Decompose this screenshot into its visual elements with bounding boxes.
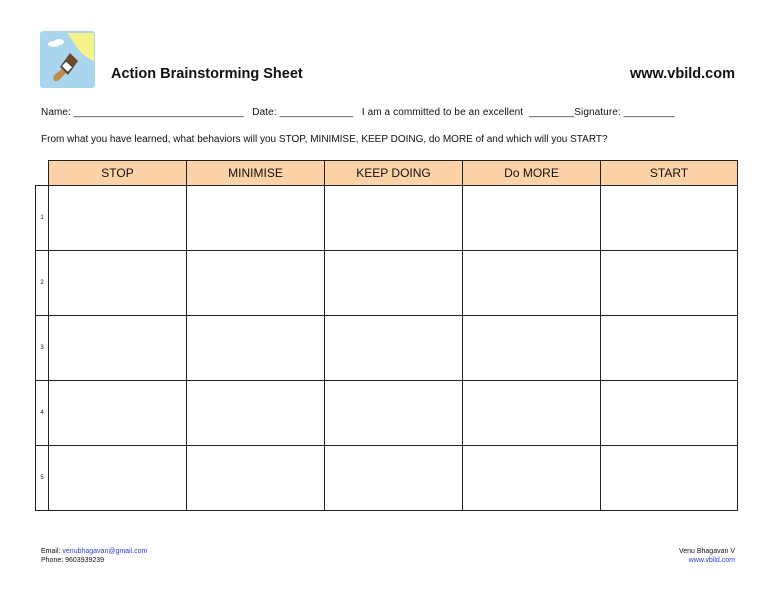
table-cell[interactable]: [463, 251, 601, 316]
table-cell[interactable]: [187, 251, 325, 316]
table-header-row: [36, 161, 738, 186]
email-label: Email:: [41, 548, 63, 555]
table-row: [36, 316, 738, 381]
table-cell[interactable]: [49, 381, 187, 446]
table-row: [36, 381, 738, 446]
table-cell[interactable]: [463, 186, 601, 251]
table-cell[interactable]: [463, 446, 601, 511]
table-cell[interactable]: [49, 251, 187, 316]
table-cell[interactable]: [187, 446, 325, 511]
table-cell[interactable]: [325, 381, 463, 446]
table-cell[interactable]: [325, 251, 463, 316]
phone-text: Phone: 9603939239: [41, 557, 105, 564]
table-cell[interactable]: [601, 186, 738, 251]
instruction-question: From what you have learned, what behaviors will you STOP, MINIMISE, KEEP DOING, do MORE of and which will you START?: [41, 134, 608, 145]
row-number: 2: [36, 251, 49, 316]
table-cell[interactable]: [463, 316, 601, 381]
row-number: 5: [36, 446, 49, 511]
table-cell[interactable]: [325, 446, 463, 511]
row-number: 3: [36, 316, 49, 381]
footer-contact: [41, 547, 147, 565]
table-cell[interactable]: [325, 316, 463, 381]
table-cell[interactable]: [187, 186, 325, 251]
table-cell[interactable]: [601, 381, 738, 446]
table-cell[interactable]: [49, 186, 187, 251]
table-row: [36, 251, 738, 316]
table-cell[interactable]: [49, 446, 187, 511]
site-url[interactable]: www.vbild.com: [629, 66, 735, 82]
table-cell[interactable]: [463, 381, 601, 446]
table-cell[interactable]: [601, 316, 738, 381]
page-title: Action Brainstorming Sheet: [111, 66, 303, 82]
table-row: [36, 186, 738, 251]
column-header-stop: STOP: [49, 161, 187, 186]
table-cell[interactable]: [49, 316, 187, 381]
brainstorm-table: [35, 160, 738, 511]
row-number: 1: [36, 186, 49, 251]
form-fields-line: Name: ______________________________ Date: _____________ I am a committed to be an excellent ________Signature: _________: [41, 107, 675, 118]
table-cell[interactable]: [187, 316, 325, 381]
footer-website-link[interactable]: www.vbild.com: [688, 557, 735, 564]
table-row: [36, 446, 738, 511]
column-header-keep-doing: KEEP DOING: [325, 161, 463, 186]
table-cell[interactable]: [601, 446, 738, 511]
author-name: Venu Bhagavan V: [678, 548, 735, 555]
table-corner: [36, 161, 49, 186]
row-number: 4: [36, 381, 49, 446]
footer-author: [679, 547, 735, 565]
column-header-minimise: MINIMISE: [187, 161, 325, 186]
table-cell[interactable]: [325, 186, 463, 251]
column-header-start: START: [601, 161, 738, 186]
table-cell[interactable]: [187, 381, 325, 446]
column-header-do-more: Do MORE: [463, 161, 601, 186]
table-cell[interactable]: [601, 251, 738, 316]
lightbulb-paintbrush-icon: [40, 31, 95, 88]
email-link[interactable]: venubhagavan@gmail.com: [62, 548, 148, 555]
